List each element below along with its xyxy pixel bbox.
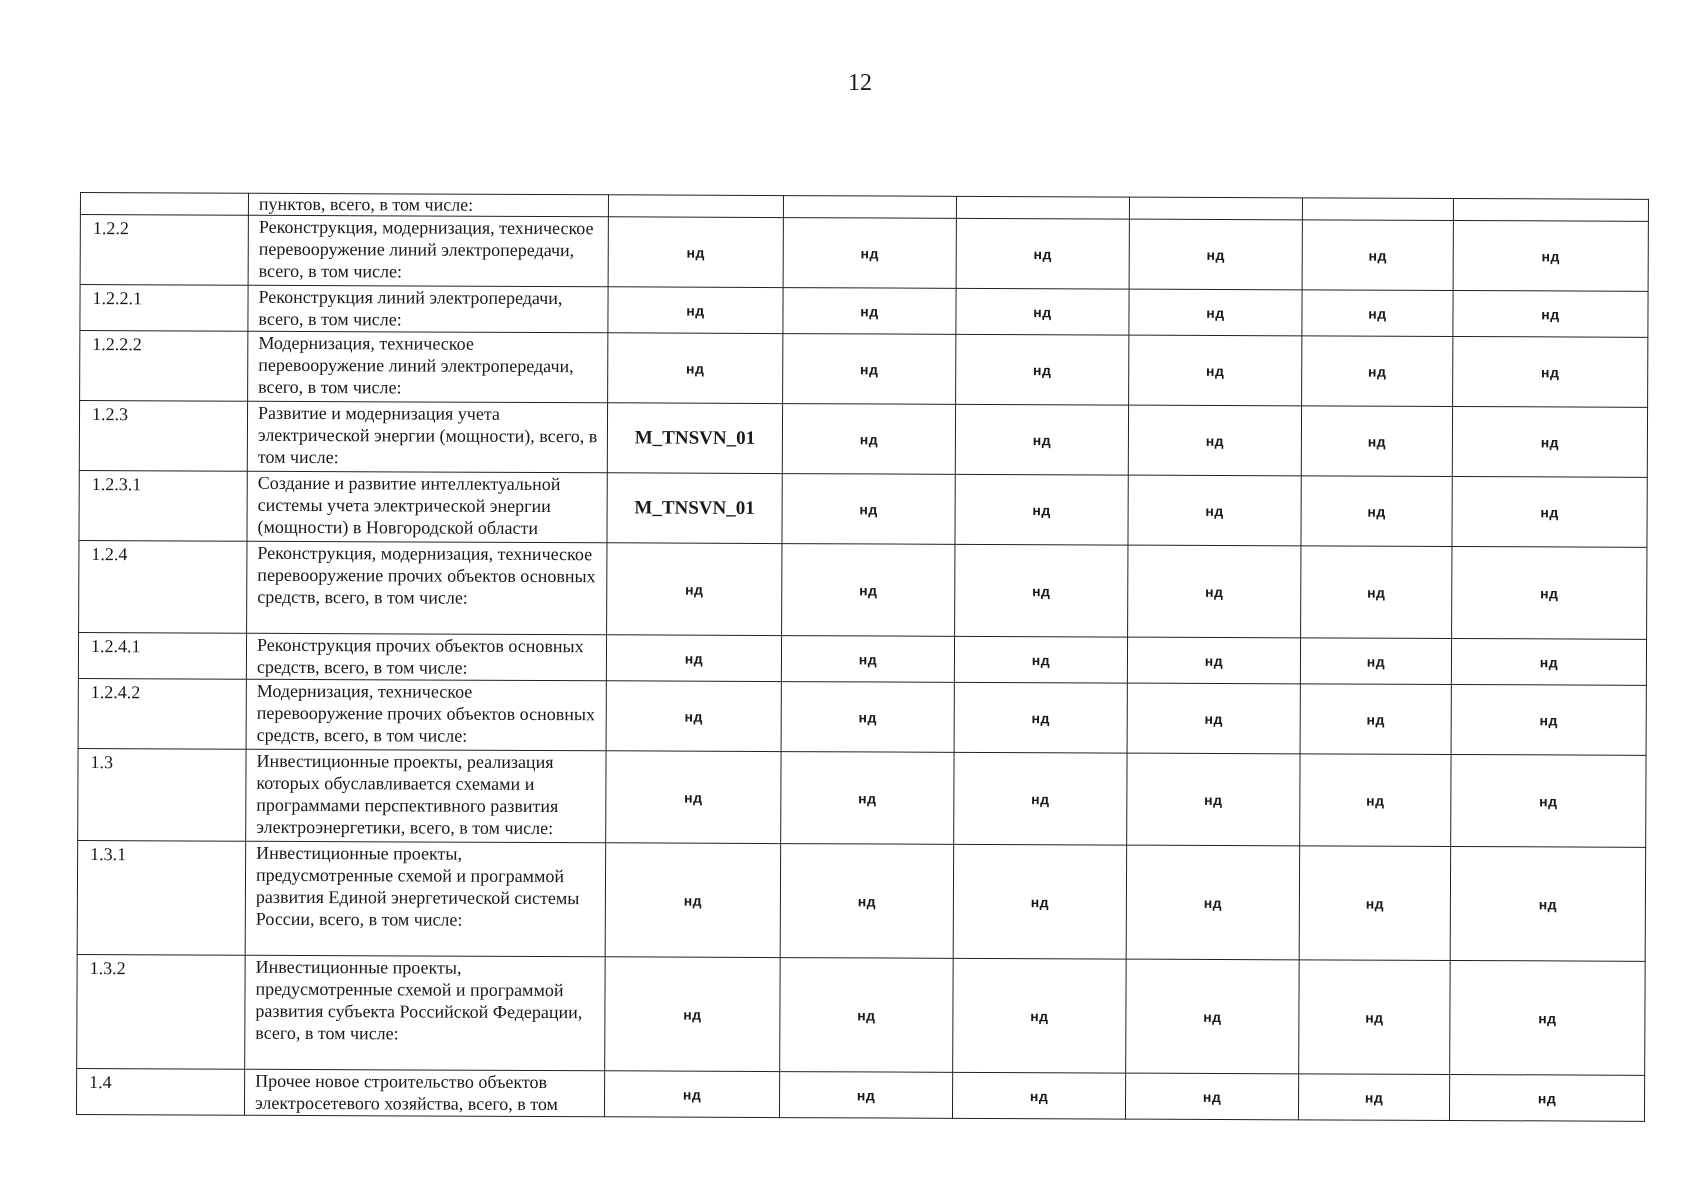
value-cell: нд	[783, 334, 956, 405]
row-description-cell: Инвестиционные проекты, реализация которых обуславливается схемами и программами перспективного развития электроэнергетики, всего, в том числе:	[246, 749, 606, 843]
table-row	[78, 632, 1646, 685]
row-number-cell: 1.2.4	[79, 540, 247, 633]
value-cell: нд	[608, 217, 783, 288]
value-cell: нд	[955, 404, 1128, 475]
value-cell: нд	[781, 682, 954, 753]
row-number-cell	[80, 193, 248, 216]
value-cell: нд	[1126, 959, 1299, 1074]
table-row	[76, 1068, 1644, 1121]
row-description-cell: Реконструкция, модернизация, техническое перевооружение прочих объектов основных средств, всего, в том числе:	[247, 541, 607, 635]
value-cell: нд	[781, 752, 954, 845]
value-cell: нд	[1300, 638, 1451, 685]
row-description-cell: Развитие и модернизация учета электрической энергии (мощности), всего, в том числе:	[247, 401, 607, 473]
value-cell: нд	[1128, 545, 1301, 638]
row-description-cell: Реконструкция прочих объектов основных средств, всего, в том числе:	[246, 633, 606, 681]
row-description-cell: Модернизация, техническое перевооружение линий электропередачи, всего, в том числе:	[248, 331, 608, 403]
value-cell: нд	[782, 404, 955, 475]
value-cell: нд	[1450, 846, 1645, 961]
value-cell: нд	[780, 958, 953, 1073]
value-cell: нд	[956, 334, 1129, 405]
row-number-cell: 1.2.2.2	[80, 331, 248, 402]
value-cell: нд	[1451, 638, 1646, 685]
row-number-cell: 1.2.3	[79, 401, 247, 472]
value-cell: нд	[956, 218, 1129, 289]
value-cell: нд	[1451, 754, 1646, 847]
value-cell: нд	[604, 1071, 779, 1118]
value-cell: нд	[952, 1072, 1125, 1119]
table-row	[80, 331, 1648, 408]
value-cell	[1302, 198, 1453, 221]
row-number-cell: 1.2.2.1	[80, 285, 248, 332]
value-cell: нд	[1452, 546, 1647, 639]
document-sheet	[76, 192, 1648, 1122]
value-cell: нд	[956, 288, 1129, 335]
value-cell: нд	[1129, 219, 1302, 290]
row-description-cell: Инвестиционные проекты, предусмотренные схемой и программой развития Единой энергетической системы России, всего, в том числе:	[245, 841, 605, 957]
table-row	[80, 285, 1648, 338]
value-cell	[1129, 197, 1302, 220]
value-cell: нд	[955, 544, 1128, 637]
row-number-cell: 1.3	[78, 748, 246, 841]
value-cell: нд	[1452, 406, 1647, 477]
value-cell: нд	[783, 218, 956, 289]
value-cell: нд	[606, 751, 781, 844]
value-cell: нд	[607, 543, 782, 636]
table-row	[78, 748, 1646, 847]
value-cell: нд	[1452, 476, 1647, 547]
value-cell: нд	[1302, 336, 1453, 407]
value-cell: нд	[605, 957, 780, 1072]
value-cell	[608, 195, 783, 218]
object-code-cell: M_TNSVN_01	[607, 473, 782, 544]
value-cell: нд	[1300, 754, 1451, 847]
value-cell	[1453, 198, 1648, 221]
table-row	[80, 215, 1648, 292]
value-cell: нд	[780, 844, 953, 959]
value-cell: нд	[783, 288, 956, 335]
table-row	[77, 840, 1645, 961]
value-cell: нд	[608, 287, 783, 334]
value-cell: нд	[1128, 475, 1301, 546]
value-cell: нд	[1300, 684, 1451, 755]
value-cell: нд	[1127, 637, 1300, 684]
value-cell: нд	[1126, 845, 1299, 960]
value-cell: нд	[954, 682, 1127, 753]
row-description-cell: Модернизация, техническое перевооружение прочих объектов основных средств, всего, в том числе:	[246, 679, 606, 751]
value-cell: нд	[1298, 1074, 1449, 1121]
value-cell	[783, 196, 956, 219]
value-cell: нд	[1453, 290, 1648, 337]
value-cell: нд	[1450, 960, 1645, 1075]
value-cell: нд	[1453, 336, 1648, 407]
value-cell: нд	[781, 636, 954, 683]
value-cell: нд	[1129, 335, 1302, 406]
page-number: 12	[848, 70, 872, 96]
row-description-cell: Реконструкция линий электропередачи, всего, в том числе:	[248, 285, 608, 333]
value-cell: нд	[1302, 290, 1453, 337]
table-row	[79, 401, 1647, 478]
value-cell: нд	[1301, 546, 1452, 639]
value-cell: нд	[608, 333, 783, 404]
row-description-cell: Создание и развитие интеллектуальной системы учета электрической энергии (мощности) в Новгородской области	[247, 471, 607, 543]
row-description-cell: Прочее новое строительство объектов электросетевого хозяйства, всего, в том	[244, 1069, 604, 1117]
value-cell: нд	[1451, 684, 1646, 755]
investment-table	[76, 192, 1649, 1122]
value-cell: нд	[1301, 406, 1452, 477]
value-cell: нд	[782, 474, 955, 545]
row-number-cell: 1.2.4.1	[78, 632, 246, 679]
row-number-cell: 1.4	[76, 1068, 244, 1115]
value-cell: нд	[605, 843, 780, 958]
value-cell: нд	[606, 681, 781, 752]
object-code-cell: M_TNSVN_01	[607, 403, 782, 474]
table-row	[79, 470, 1647, 547]
table-row	[79, 540, 1647, 639]
table-row	[78, 678, 1646, 755]
value-cell: нд	[1127, 753, 1300, 846]
row-number-cell: 1.2.3.1	[79, 470, 247, 541]
row-number-cell: 1.3.2	[77, 954, 245, 1069]
value-cell: нд	[1453, 220, 1648, 291]
row-number-cell: 1.3.1	[77, 840, 245, 955]
value-cell: нд	[1302, 220, 1453, 291]
value-cell: нд	[1449, 1074, 1644, 1121]
value-cell: нд	[1299, 846, 1450, 961]
row-description-cell: пунктов, всего, в том числе:	[248, 193, 608, 217]
value-cell: нд	[1128, 405, 1301, 476]
value-cell: нд	[955, 474, 1128, 545]
table-row	[77, 954, 1645, 1075]
row-number-cell: 1.2.4.2	[78, 678, 246, 749]
row-description-cell: Реконструкция, модернизация, техническое перевооружение линий электропередачи, всего, в том числе:	[248, 215, 608, 287]
value-cell: нд	[1129, 289, 1302, 336]
value-cell: нд	[953, 844, 1126, 959]
row-description-cell: Инвестиционные проекты, предусмотренные схемой и программой развития субъекта Российской Федерации, всего, в том числе:	[245, 955, 605, 1071]
value-cell: нд	[953, 958, 1126, 1073]
value-cell: нд	[1125, 1073, 1298, 1120]
value-cell: нд	[1299, 960, 1450, 1075]
value-cell: нд	[606, 635, 781, 682]
value-cell: нд	[954, 752, 1127, 845]
value-cell: нд	[779, 1072, 952, 1119]
value-cell	[956, 196, 1129, 219]
row-number-cell: 1.2.2	[80, 215, 248, 286]
value-cell: нд	[1301, 476, 1452, 547]
value-cell: нд	[782, 544, 955, 637]
value-cell: нд	[954, 636, 1127, 683]
value-cell: нд	[1127, 683, 1300, 754]
